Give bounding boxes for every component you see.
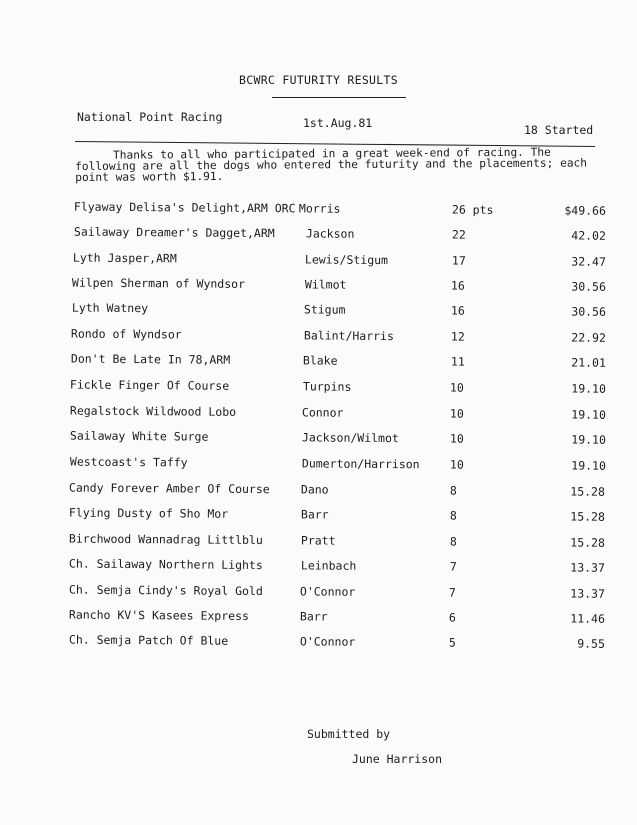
- points-value: 8: [449, 508, 457, 523]
- result-row: [0, 351, 637, 372]
- owner-name: Lewis/Stigum: [304, 252, 389, 268]
- dog-name: Rondo of Wyndsor: [70, 326, 182, 342]
- result-row: [0, 582, 637, 603]
- payout-amount: 15.28: [570, 535, 605, 550]
- dog-name: Lyth Watney: [71, 300, 149, 316]
- result-row: [0, 199, 637, 220]
- points-value: 10: [449, 380, 464, 395]
- payout-amount: 15.28: [570, 509, 605, 524]
- owner-name: O'Connor: [299, 584, 356, 599]
- payout-amount: 19.10: [571, 432, 606, 447]
- result-row: [0, 556, 637, 577]
- owner-name: Balint/Harris: [303, 328, 395, 344]
- owner-name: Dumerton/Harrison: [301, 456, 420, 472]
- points-value: 26 pts: [451, 202, 494, 217]
- points-value: 8: [449, 534, 457, 549]
- dog-name: Wilpen Sherman of Wyndsor: [71, 275, 246, 291]
- result-row: [0, 531, 637, 552]
- dog-name: Sailaway White Surge: [69, 428, 209, 444]
- result-row: [0, 428, 637, 449]
- points-value: 10: [449, 406, 464, 421]
- owner-name: Dano: [300, 482, 329, 497]
- owner-name: Jackson/Wilmot: [301, 430, 399, 446]
- result-row: [0, 326, 637, 347]
- dog-name: Sailaway Dreamer's Dagget,ARM: [73, 224, 275, 241]
- started-count: 18 Started: [524, 123, 594, 137]
- result-row: [0, 250, 637, 271]
- payout-amount: 19.10: [571, 381, 606, 396]
- owner-name: Jackson: [305, 226, 355, 241]
- points-value: 17: [451, 253, 466, 268]
- race-category: National Point Racing: [77, 110, 223, 124]
- points-value: 11: [450, 354, 465, 369]
- dog-name: Flyaway Delisa's Delight,ARM ORC: [73, 199, 296, 216]
- intro-text: Thanks to all who participated in a great week-end of racing. The following are all the dogs who entered the futurity and the placements; each point was worth $1.91.: [75, 145, 588, 184]
- result-row: [0, 377, 637, 398]
- owner-name: Morris: [298, 201, 341, 216]
- points-value: 7: [449, 559, 457, 574]
- owner-name: Turpins: [302, 379, 352, 394]
- payout-amount: 19.10: [571, 407, 606, 422]
- result-row: [0, 454, 637, 475]
- race-date: 1st.Aug.81: [303, 116, 373, 130]
- points-value: 7: [448, 585, 456, 600]
- points-value: 16: [450, 278, 465, 293]
- payout-amount: 32.47: [571, 254, 606, 269]
- owner-name: Barr: [300, 507, 329, 522]
- payout-amount: 21.01: [571, 355, 606, 370]
- submitter-name: June Harrison: [352, 752, 443, 766]
- result-row: [0, 632, 637, 653]
- payout-amount: 15.28: [570, 484, 605, 499]
- result-row: [0, 480, 637, 501]
- points-value: 6: [448, 610, 456, 625]
- submitted-by-label: Submitted by: [307, 727, 391, 741]
- owner-name: Connor: [301, 405, 344, 420]
- payout-amount: 22.92: [571, 330, 606, 345]
- dog-name: Fickle Finger Of Course: [69, 377, 230, 393]
- result-row: [0, 275, 637, 296]
- owner-name: O'Connor: [299, 634, 356, 649]
- points-value: 10: [449, 457, 464, 472]
- payout-amount: 30.56: [571, 279, 606, 294]
- dog-name: Regalstock Wildwood Lobo: [69, 403, 237, 419]
- points-value: 10: [449, 431, 464, 446]
- payout-amount: 13.37: [570, 560, 605, 575]
- payout-amount: 42.02: [571, 228, 606, 243]
- dog-name: Ch. Semja Cindy's Royal Gold: [68, 582, 263, 599]
- result-row: [0, 403, 637, 424]
- payout-amount: 13.37: [570, 586, 605, 601]
- dog-name: Birchwood Wannadrag Littlblu: [68, 531, 263, 548]
- owner-name: Stigum: [303, 302, 346, 317]
- dog-name: Ch. Semja Patch Of Blue: [68, 632, 229, 648]
- points-value: 22: [451, 227, 466, 242]
- result-row: [0, 300, 637, 321]
- owner-name: Pratt: [300, 533, 336, 548]
- owner-name: Barr: [299, 609, 328, 624]
- document-title: BCWRC FUTURITY RESULTS: [239, 73, 398, 87]
- dog-name: Lyth Jasper,ARM: [72, 250, 177, 266]
- payout-amount: 11.46: [570, 611, 605, 626]
- dog-name: Westcoast's Taffy: [69, 454, 188, 470]
- dog-name: Candy Forever Amber Of Course: [68, 480, 270, 497]
- points-value: 5: [448, 635, 456, 650]
- result-row: [0, 607, 637, 628]
- points-value: 12: [450, 329, 465, 344]
- points-value: 8: [449, 483, 457, 498]
- dog-name: Rancho KV'S Kasees Express: [68, 607, 250, 623]
- owner-name: Wilmot: [304, 277, 347, 292]
- result-row: [0, 505, 637, 526]
- payout-amount: $49.66: [564, 203, 606, 218]
- dog-name: Don't Be Late In 78,ARM: [70, 351, 231, 367]
- payout-amount: 30.56: [571, 304, 606, 319]
- owner-name: Leinbach: [300, 558, 357, 573]
- owner-name: Blake: [302, 353, 338, 368]
- dog-name: Ch. Sailaway Northern Lights: [68, 556, 263, 573]
- payout-amount: 19.10: [571, 458, 606, 473]
- dog-name: Flying Dusty of Sho Mor: [68, 505, 229, 521]
- result-row: [0, 224, 637, 245]
- payout-amount: 9.55: [577, 636, 605, 651]
- points-value: 16: [450, 303, 465, 318]
